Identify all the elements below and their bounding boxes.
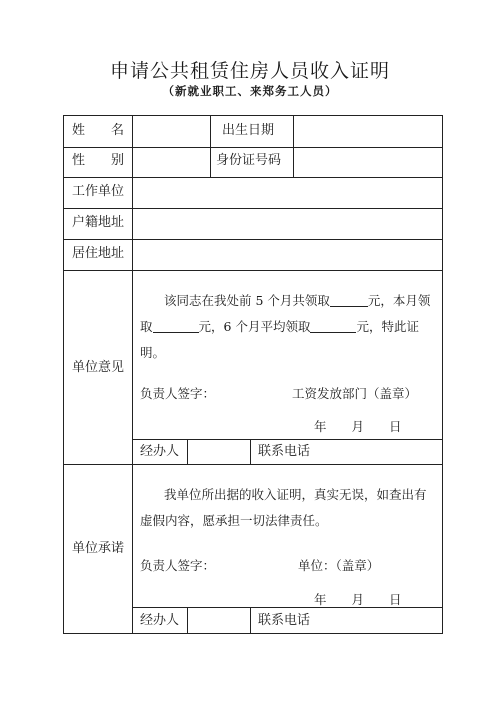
birth-date-label: 出生日期 — [222, 123, 275, 138]
blank-6month-average[interactable] — [310, 318, 356, 333]
gender-label: 性 别 — [72, 153, 125, 168]
col-divider — [210, 116, 211, 177]
blank-this-month[interactable] — [153, 318, 199, 333]
income-certificate-form — [63, 115, 443, 634]
blank-5month-total[interactable] — [330, 292, 368, 307]
page-title: 申请公共租赁住房人员收入证明 — [109, 60, 390, 82]
row-divider — [64, 208, 442, 209]
id-number-label: 身份证号码 — [216, 153, 282, 168]
pledge-text: 我单位所出据的收入证明，真实无误，如查出有 虚假内容，愿承担一切法律责任。 — [140, 487, 427, 528]
unit-opinion-label: 单位意见 — [72, 360, 125, 375]
col-divider — [250, 607, 251, 633]
row-divider — [64, 177, 442, 178]
page-subtitle: （新就业职工、来郑务工人员） — [162, 84, 338, 98]
opinion-signer-label: 负责人签字： — [140, 386, 216, 401]
col-divider — [187, 607, 188, 633]
row-divider — [64, 464, 442, 465]
col-divider — [250, 439, 251, 464]
pledge-unit-seal-label: 单位：（盖章） — [298, 558, 380, 573]
opinion-handler-label: 经办人 — [140, 444, 180, 459]
employer-label: 工作单位 — [72, 184, 125, 199]
opinion-text: 该同志在我处前 5 个月共领取 元，本月领 取 元，6 个月平均领取 元，特此证 明。 — [140, 293, 431, 360]
opinion-date-label: 年 月 日 — [314, 419, 402, 434]
row-divider — [64, 147, 442, 148]
col-divider — [132, 116, 133, 633]
hukou-address-label: 户籍地址 — [72, 215, 125, 230]
payroll-dept-seal-label: 工资发放部门（盖章） — [292, 386, 418, 401]
unit-pledge-label: 单位承诺 — [72, 541, 125, 556]
opinion-phone-label: 联系电话 — [258, 444, 311, 459]
col-divider — [293, 116, 294, 177]
pledge-signer-label: 负责人签字： — [140, 558, 216, 573]
pledge-phone-label: 联系电话 — [258, 613, 311, 628]
residence-address-label: 居住地址 — [72, 246, 125, 261]
col-divider — [187, 439, 188, 464]
row-divider — [64, 239, 442, 240]
row-divider — [132, 439, 442, 440]
row-divider — [64, 270, 442, 271]
name-label: 姓 名 — [72, 123, 125, 138]
pledge-handler-label: 经办人 — [140, 613, 180, 628]
pledge-date-label: 年 月 日 — [314, 592, 402, 607]
